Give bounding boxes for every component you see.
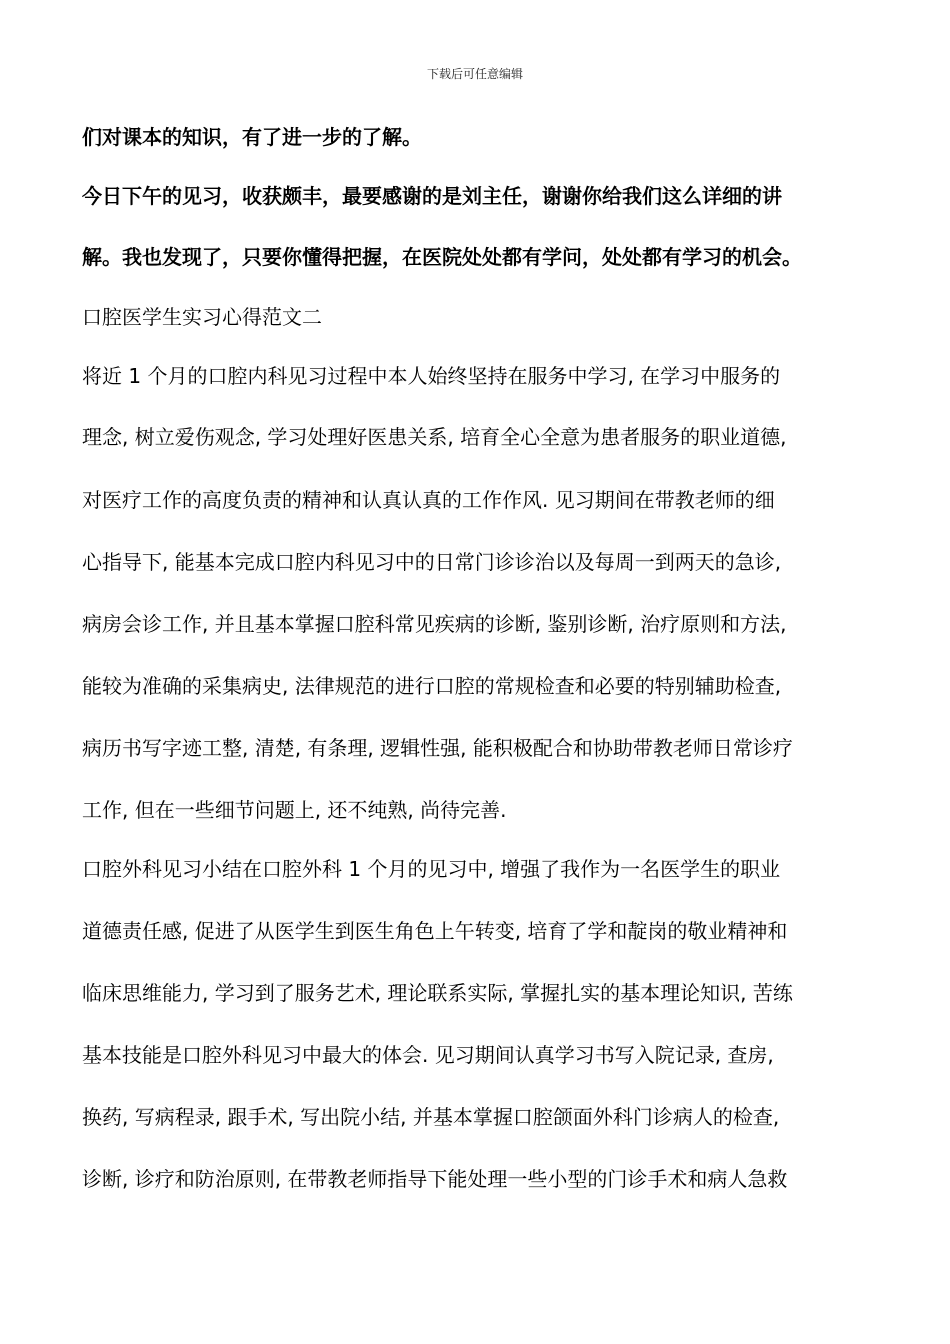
paragraph-line: 病历书写字迹工整, 清楚, 有条理, 逻辑性强, 能积极配合和协助带教老师日常诊疗 — [82, 736, 793, 760]
section-heading: 口腔医学生实习心得范文二 — [82, 305, 322, 329]
paragraph-line: 能较为准确的采集病史, 法律规范的进行口腔的常规检查和必要的特别辅助检查, — [82, 674, 782, 698]
paragraph-line: 基本技能是口腔外科见习中最大的体会. 见习期间认真学习书写入院记录, 查房, — [82, 1043, 774, 1067]
paragraph-line: 道德责任感, 促进了从医学生到医生角色上午转变, 培育了学和靛岗的敬业精神和 — [82, 919, 788, 943]
paragraph-line: 解。我也发现了，只要你懂得把握，在医院处处都有学问，处处都有学习的机会。 — [82, 245, 802, 269]
paragraph-line: 换药, 写病程录, 跟手术, 写出院小结, 并基本掌握口腔颌面外科门诊病人的检查, — [82, 1105, 780, 1129]
paragraph-line: 们对课本的知识，有了进一步的了解。 — [82, 125, 422, 149]
paragraph-line: 理念, 树立爱伤观念, 学习处理好医患关系, 培育全心全意为患者服务的职业道德, — [82, 425, 787, 449]
paragraph-line: 工作, 但在一些细节问题上, 还不纯熟, 尚待完善. — [82, 798, 507, 822]
paragraph-line: 临床思维能力, 学习到了服务艺术, 理论联系实际, 掌握扎实的基本理论知识, 苦练 — [82, 981, 793, 1005]
paragraph-line: 今日下午的见习，收获颇丰，最要感谢的是刘主任，谢谢你给我们这么详细的讲 — [82, 184, 782, 208]
paragraph-line: 口腔外科见习小结在口腔外科 1 个月的见习中, 增强了我作为一名医学生的职业 — [82, 857, 781, 881]
paragraph-line: 将近 1 个月的口腔内科见习过程中本人始终坚持在服务中学习, 在学习中服务的 — [82, 364, 781, 388]
paragraph-line: 病房会诊工作, 并且基本掌握口腔科常见疾病的诊断, 鉴别诊断, 治疗原则和方法, — [82, 612, 787, 636]
paragraph-line: 诊断, 诊疗和防治原则, 在带教老师指导下能处理一些小型的门诊手术和病人急救 — [82, 1167, 788, 1191]
paragraph-line: 心指导下, 能基本完成口腔内科见习中的日常门诊诊治以及每周一到两天的急诊, — [82, 550, 782, 574]
paragraph-line: 对医疗工作的高度负责的精神和认真认真的工作作风. 见习期间在带教老师的细 — [82, 488, 775, 512]
page-header: 下载后可任意编辑 — [426, 67, 523, 81]
